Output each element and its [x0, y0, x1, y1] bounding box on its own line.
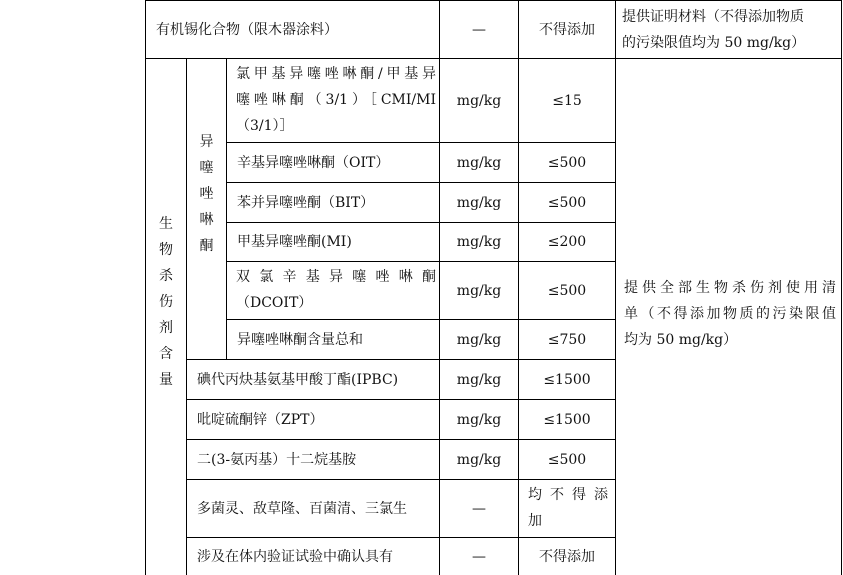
requirement-line: 单（不得添加物质的污染限值: [624, 306, 836, 322]
in-vivo-confirmed-limit: 不得添加: [539, 548, 595, 565]
dcoit-name: [236, 264, 436, 319]
subgroup-label-char: 异: [199, 134, 214, 150]
limit-line: 均不得添: [528, 487, 608, 503]
biocide-requirement: [624, 275, 836, 365]
in-vivo-confirmed-name: 涉及在体内验证试验中确认具有: [197, 548, 393, 565]
tin-compound-requirement: [622, 4, 840, 58]
group-label-char: 剂: [159, 320, 173, 336]
oit-name: 辛基异噻唑啉酮（OIT）: [237, 154, 390, 171]
group-label-char: 物: [159, 242, 173, 258]
dodecylamine-name: 二(3-氨丙基）十二烷基胺: [197, 451, 357, 468]
name-line: （3/1）］: [236, 118, 294, 134]
tin-compound-unit: —: [472, 21, 486, 38]
isothiazolinone-subgroup-label: [187, 59, 226, 359]
isothiazolinone-total-limit: ≤750: [547, 331, 587, 348]
group-label-char: 含: [159, 346, 173, 362]
bit-limit: ≤500: [547, 194, 587, 211]
grid-line: [615, 0, 616, 575]
isothiazolinone-total-unit: mg/kg: [456, 331, 502, 348]
in-vivo-confirmed-unit: —: [472, 548, 486, 565]
grid-line: [841, 0, 842, 575]
oit-unit: mg/kg: [456, 154, 502, 171]
oit-limit: ≤500: [547, 154, 587, 171]
requirement-line: 的污染限值均为 50 mg/kg）: [622, 35, 806, 51]
cmi-mi-name: [236, 61, 436, 141]
carbendazim-group-unit: —: [472, 500, 486, 517]
dcoit-unit: mg/kg: [456, 282, 502, 299]
subgroup-label-char: 酮: [199, 238, 214, 254]
carbendazim-group-name: 多菌灵、敌草隆、百菌清、三氯生: [197, 500, 407, 517]
dodecylamine-unit: mg/kg: [456, 451, 502, 468]
group-label-char: 生: [159, 216, 173, 232]
tin-compound-name: 有机锡化合物（限木器涂料）: [156, 21, 338, 38]
mi-limit: ≤200: [547, 234, 587, 250]
mi-name: 甲基异噻唑酮(MI): [237, 234, 352, 250]
subgroup-label-char: 噻: [199, 160, 214, 176]
name-line: （DCOIT）: [236, 295, 313, 311]
requirement-line: 提供证明材料（不得添加物质: [622, 9, 804, 25]
cmi-mi-limit: ≤15: [552, 92, 582, 109]
requirement-line: 提供全部生物杀伤剂使用清: [624, 280, 836, 296]
bit-name: 苯并异噻唑酮（BIT）: [237, 194, 375, 211]
carbendazim-group-limit: [528, 482, 608, 536]
name-line: 氯甲基异噻唑啉酮/甲基异: [236, 66, 436, 82]
dodecylamine-limit: ≤500: [547, 451, 587, 468]
mi-unit: mg/kg: [456, 234, 502, 250]
zpt-limit: ≤1500: [543, 411, 591, 428]
subgroup-label-char: 啉: [199, 212, 214, 228]
ipbc-limit: ≤1500: [543, 371, 591, 388]
group-label-char: 量: [159, 372, 173, 388]
dcoit-limit: ≤500: [547, 282, 587, 299]
bit-unit: mg/kg: [456, 194, 502, 211]
ipbc-unit: mg/kg: [456, 371, 502, 388]
requirement-line: 均为 50 mg/kg）: [624, 332, 738, 348]
ipbc-name: 碘代丙炔基氨基甲酸丁酯(IPBC): [197, 371, 399, 388]
cmi-mi-unit: mg/kg: [456, 92, 502, 109]
tin-compound-limit: 不得添加: [539, 21, 595, 38]
name-line: 双氯辛基异噻唑啉酮: [236, 269, 436, 285]
zpt-unit: mg/kg: [456, 411, 502, 428]
limit-line: 加: [528, 513, 542, 529]
biocide-group-label: [146, 59, 186, 575]
name-line: 噻唑啉酮（3/1）［CMI/MI: [236, 92, 436, 108]
subgroup-label-char: 唑: [199, 186, 214, 202]
isothiazolinone-total-name: 异噻唑啉酮含量总和: [237, 331, 363, 348]
zpt-name: 吡啶硫酮锌（ZPT）: [197, 411, 324, 428]
group-label-char: 伤: [159, 294, 173, 310]
group-label-char: 杀: [159, 268, 173, 284]
